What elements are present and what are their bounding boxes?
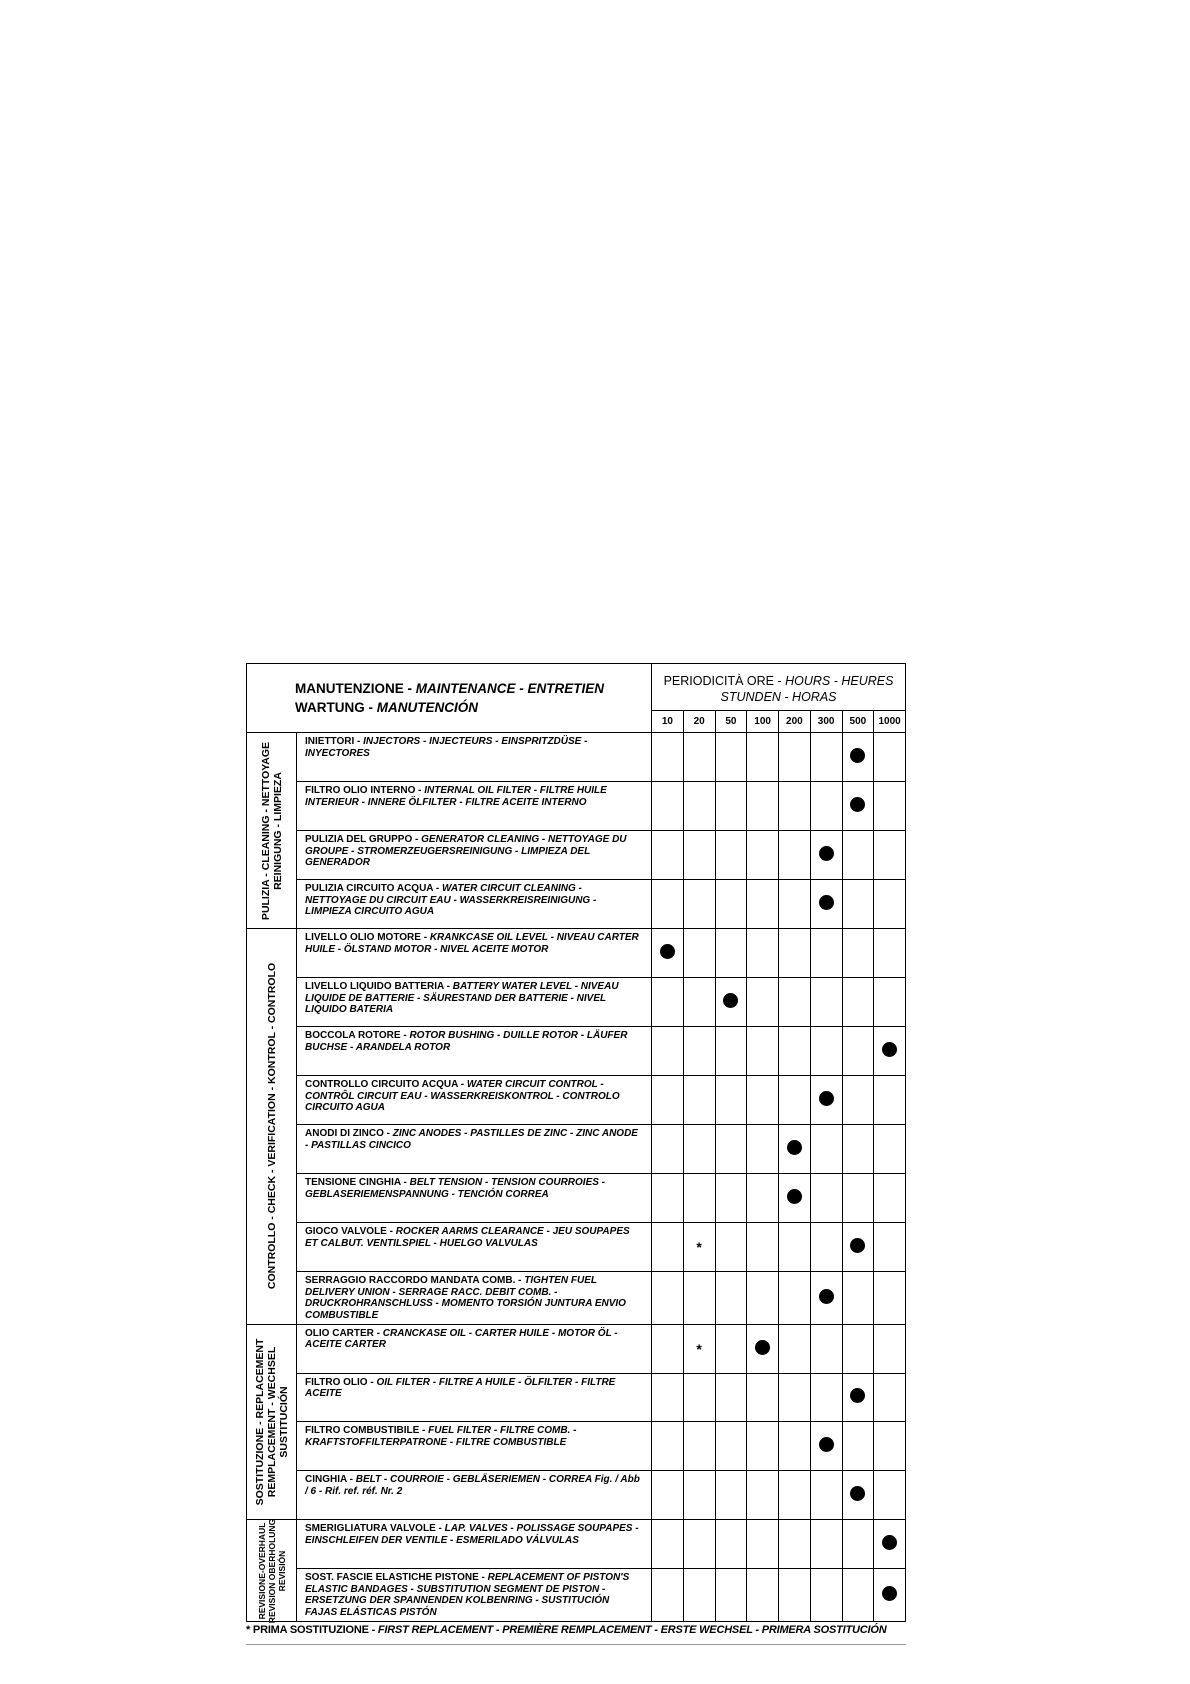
- interval-dot-marker: [723, 993, 738, 1008]
- interval-cell-200: [779, 978, 811, 1027]
- interval-cell-200: [779, 1027, 811, 1076]
- interval-cell-500: [842, 978, 874, 1027]
- interval-cell-500: [842, 831, 874, 880]
- hours-header-20: 20: [683, 711, 715, 733]
- section-label-text: [254, 1339, 290, 1506]
- interval-cell-20: [683, 1076, 715, 1125]
- interval-cell-300: [810, 1076, 842, 1125]
- interval-cell-100: [747, 880, 779, 929]
- item-translations: KRANKCASE OIL LEVEL - NIVEAU CARTER HUILE - ÖLSTAND MOTOR - NIVEL ACEITE MOTOR: [305, 932, 639, 955]
- interval-cell-500: [842, 1272, 874, 1324]
- item-translations: BATTERY WATER LEVEL - NIVEAU LIQUIDE DE BATTERIE - SÄURESTAND DER BATTERIE - NIVEL LIQUIDO BATERIA: [305, 981, 619, 1016]
- interval-cell-50: [715, 1076, 747, 1125]
- hours-header-1000: 1000: [874, 711, 906, 733]
- interval-cell-200: [779, 1174, 811, 1223]
- interval-cell-300: [810, 1027, 842, 1076]
- interval-cell-10: [652, 1076, 684, 1125]
- item-description: [297, 733, 652, 782]
- item-translations: ROTOR BUSHING - DUILLE ROTOR - LÄUFER BUCHSE - ARANDELA ROTOR: [305, 1030, 628, 1053]
- hours-header-100: 100: [747, 711, 779, 733]
- interval-cell-100: [747, 978, 779, 1027]
- interval-cell-100: [747, 831, 779, 880]
- interval-cell-50: [715, 1373, 747, 1422]
- interval-cell-300: [810, 733, 842, 782]
- interval-dot-marker: [819, 1437, 834, 1452]
- interval-cell-20: [683, 1174, 715, 1223]
- item-name: INIETTORI -: [305, 736, 364, 748]
- interval-dot-marker: [755, 1340, 770, 1355]
- item-description: [297, 1422, 652, 1471]
- interval-cell-1000: [874, 1373, 906, 1422]
- item-name: LIVELLO LIQUIDO BATTERIA -: [305, 981, 453, 993]
- interval-cell-50: [715, 1272, 747, 1324]
- interval-cell-20: [683, 1373, 715, 1422]
- interval-cell-50: [715, 1174, 747, 1223]
- interval-cell-20: [683, 1223, 715, 1272]
- item-description: [297, 1174, 652, 1223]
- item-name: BOCCOLA ROTORE -: [305, 1030, 410, 1042]
- item-translations: ZINC ANODES - PASTILLES DE ZINC - ZINC ANODE - PASTILLAS CINCICO: [305, 1128, 638, 1151]
- maintenance-table-sheet: [246, 663, 905, 1622]
- interval-cell-10: [652, 1223, 684, 1272]
- item-translations: TIGHTEN FUEL DELIVERY UNION - SERRAGE RACC. DEBIT COMB. - DRUCKROHRANSCHLUSS - MOMENTO TORSIÓN JUNTURA ENVIO COMBUSTIBLE: [305, 1275, 626, 1321]
- interval-cell-10: [652, 782, 684, 831]
- table-row: [247, 1223, 906, 1272]
- interval-cell-10: [652, 1422, 684, 1471]
- interval-cell-300: [810, 1223, 842, 1272]
- interval-cell-200: [779, 880, 811, 929]
- interval-cell-200: [779, 1520, 811, 1569]
- interval-cell-500: [842, 1027, 874, 1076]
- interval-dot-marker: [882, 1535, 897, 1550]
- item-translations: REPLACEMENT OF PISTON'S ELASTIC BANDAGES - SUBSTITUTION SEGMENT DE PISTON - ERSETZUNG DER SPANNENDEN KOLBENRING - SUSTITUCIÓN FAJAS ELÁSTICAS PISTÓN: [305, 1572, 630, 1618]
- interval-dot-marker: [882, 1042, 897, 1057]
- interval-cell-100: [747, 1471, 779, 1520]
- interval-cell-300: [810, 831, 842, 880]
- interval-dot-marker: [660, 944, 675, 959]
- interval-cell-50: [715, 929, 747, 978]
- section-label-text: [257, 1519, 287, 1623]
- interval-cell-20: [683, 1471, 715, 1520]
- interval-cell-20: [683, 1422, 715, 1471]
- interval-cell-500: [842, 1422, 874, 1471]
- interval-cell-200: [779, 1471, 811, 1520]
- interval-cell-500: [842, 929, 874, 978]
- item-name: FILTRO OLIO -: [305, 1376, 377, 1388]
- interval-cell-1000: [874, 831, 906, 880]
- interval-dot-marker: [850, 748, 865, 763]
- interval-cell-100: [747, 1223, 779, 1272]
- interval-cell-20: [683, 880, 715, 929]
- interval-cell-20: [683, 1272, 715, 1324]
- interval-cell-1000: [874, 1272, 906, 1324]
- interval-cell-300: [810, 782, 842, 831]
- interval-dot-marker: [819, 1091, 834, 1106]
- interval-cell-300: [810, 880, 842, 929]
- interval-cell-50: [715, 782, 747, 831]
- interval-dot-marker: [850, 1388, 865, 1403]
- period-line1-plain: PERIODICITÀ ORE -: [663, 674, 786, 689]
- first-replacement-asterisk: *: [696, 1239, 702, 1256]
- section-label-line: SOSTITUZIONE - REPLACEMENT: [253, 1338, 266, 1506]
- interval-cell-10: [652, 1471, 684, 1520]
- interval-cell-200: [779, 831, 811, 880]
- section-label-line: REMPLACEMENT - WECHSEL: [265, 1346, 278, 1498]
- item-translations: GENERATOR CLEANING - NETTOYAGE DU GROUPE - STROMERZEUGERSREINIGUNG - LIMPIEZA DEL GENERADOR: [305, 834, 627, 869]
- section-label: [247, 1520, 297, 1622]
- interval-cell-200: [779, 782, 811, 831]
- item-description: [297, 1223, 652, 1272]
- interval-cell-10: [652, 880, 684, 929]
- interval-cell-1000: [874, 978, 906, 1027]
- interval-cell-20: [683, 1520, 715, 1569]
- interval-cell-200: [779, 1076, 811, 1125]
- interval-cell-100: [747, 1373, 779, 1422]
- interval-cell-1000: [874, 1076, 906, 1125]
- table-row: [247, 1569, 906, 1622]
- interval-cell-20: [683, 1027, 715, 1076]
- interval-cell-100: [747, 1174, 779, 1223]
- item-name: GIOCO VALVOLE -: [305, 1226, 396, 1238]
- table-row: [247, 929, 906, 978]
- section-label-line: SUSTITUCIÓN: [277, 1386, 290, 1458]
- item-name: SOST. FASCIE ELASTICHE PISTONE -: [305, 1572, 488, 1584]
- hours-header-10: 10: [652, 711, 684, 733]
- item-description: [297, 782, 652, 831]
- footnote-italic: FIRST REPLACEMENT - PREMIÈRE REMPLACEMENT - ERSTE WECHSEL - PRIMERA SOSTITUCIÓN: [377, 1624, 887, 1636]
- item-description: [297, 1520, 652, 1569]
- bottom-rule: [246, 1644, 906, 1645]
- interval-cell-100: [747, 1272, 779, 1324]
- item-description: [297, 1471, 652, 1520]
- hours-header-500: 500: [842, 711, 874, 733]
- section-label: [247, 929, 297, 1324]
- hours-header-200: 200: [779, 711, 811, 733]
- interval-cell-1000: [874, 880, 906, 929]
- item-name: SMERIGLIATURA VALVOLE -: [305, 1523, 445, 1535]
- section-label-line: REVISION OBERHOLUNG: [266, 1518, 277, 1623]
- item-translations: OIL FILTER - FILTRE A HUILE - ÖLFILTER - FILTRE ACEITE: [305, 1376, 616, 1399]
- table-row: [247, 1422, 906, 1471]
- interval-cell-1000: [874, 1520, 906, 1569]
- interval-cell-10: [652, 1373, 684, 1422]
- item-translations: INTERNAL OIL FILTER - FILTRE HUILE INTERIEUR - INNERE ÖLFILTER - FILTRE ACEITE INTERNO: [305, 785, 607, 808]
- item-translations: ROCKER AARMS CLEARANCE - JEU SOUPAPES ET CALBUT. VENTILSPIEL - HUELGO VALVULAS: [305, 1226, 630, 1249]
- interval-cell-500: [842, 880, 874, 929]
- table-row: [247, 1174, 906, 1223]
- interval-cell-300: [810, 1125, 842, 1174]
- item-description: [297, 1569, 652, 1622]
- interval-dot-marker: [819, 846, 834, 861]
- item-translations: BELT TENSION - TENSION COURROIES - GEBLASERIEMENSPANNUNG - TENCIÓN CORREA: [305, 1177, 606, 1200]
- hours-header-50: 50: [715, 711, 747, 733]
- interval-cell-500: [842, 1174, 874, 1223]
- interval-cell-200: [779, 1324, 811, 1373]
- interval-cell-1000: [874, 733, 906, 782]
- interval-dot-marker: [882, 1586, 897, 1601]
- interval-cell-100: [747, 733, 779, 782]
- interval-cell-200: [779, 1223, 811, 1272]
- item-translations: CRANCKASE OIL - CARTER HUILE - MOTOR ÖL - ACEITE CARTER: [305, 1327, 618, 1351]
- table-row: [247, 1373, 906, 1422]
- footnote-plain: * PRIMA SOSTITUZIONE -: [246, 1624, 378, 1636]
- interval-cell-20: [683, 1125, 715, 1174]
- item-description: [297, 929, 652, 978]
- interval-cell-200: [779, 1569, 811, 1622]
- interval-cell-1000: [874, 1125, 906, 1174]
- table-row: [247, 1471, 906, 1520]
- interval-dot-marker: [787, 1140, 802, 1155]
- table-row: [247, 831, 906, 880]
- interval-cell-20: [683, 978, 715, 1027]
- item-description: [297, 1373, 652, 1422]
- item-name: LIVELLO OLIO MOTORE -: [305, 932, 430, 944]
- interval-cell-50: [715, 1027, 747, 1076]
- item-name: PULIZIA DEL GRUPPO -: [305, 834, 422, 846]
- interval-cell-1000: [874, 1223, 906, 1272]
- interval-cell-20: [683, 782, 715, 831]
- interval-cell-300: [810, 1174, 842, 1223]
- interval-cell-500: [842, 1373, 874, 1422]
- interval-dot-marker: [819, 895, 834, 910]
- interval-cell-100: [747, 1569, 779, 1622]
- interval-cell-500: [842, 1569, 874, 1622]
- interval-cell-300: [810, 1569, 842, 1622]
- interval-cell-20: [683, 1324, 715, 1373]
- interval-cell-20: [683, 1569, 715, 1622]
- section-label: [247, 1324, 297, 1520]
- footnote: [246, 1624, 906, 1636]
- interval-cell-500: [842, 1223, 874, 1272]
- interval-cell-50: [715, 1569, 747, 1622]
- table-row: [247, 1027, 906, 1076]
- table-row: [247, 1520, 906, 1569]
- interval-cell-300: [810, 1373, 842, 1422]
- interval-cell-10: [652, 1174, 684, 1223]
- interval-cell-1000: [874, 1471, 906, 1520]
- item-description: [297, 978, 652, 1027]
- section-label-line: REINIGUNG - LIMPIEZA: [271, 771, 284, 890]
- item-translations: FUEL FILTER - FILTRE COMB. - KRAFTSTOFFILTERPATRONE - FILTRE COMBUSTIBLE: [305, 1425, 577, 1448]
- table-row: [247, 1272, 906, 1324]
- interval-dot-marker: [850, 797, 865, 812]
- table-row: [247, 733, 906, 782]
- interval-cell-100: [747, 1076, 779, 1125]
- interval-dot-marker: [819, 1289, 834, 1304]
- interval-cell-100: [747, 1520, 779, 1569]
- item-name: FILTRO COMBUSTIBILE -: [305, 1425, 429, 1437]
- interval-cell-1000: [874, 1569, 906, 1622]
- section-label-text: [260, 742, 284, 920]
- interval-cell-50: [715, 880, 747, 929]
- table-row: [247, 782, 906, 831]
- interval-cell-50: [715, 978, 747, 1027]
- interval-cell-1000: [874, 782, 906, 831]
- interval-cell-50: [715, 1471, 747, 1520]
- interval-cell-50: [715, 1125, 747, 1174]
- interval-cell-10: [652, 1324, 684, 1373]
- section-label-text: [266, 963, 278, 1289]
- interval-dot-marker: [787, 1189, 802, 1204]
- item-translations: WATER CIRCUIT CLEANING - NETTOYAGE DU CIRCUIT EAU - WASSERKREISREINIGUNG - LIMPIEZA CIRCUITO AGUA: [305, 883, 597, 918]
- interval-cell-500: [842, 782, 874, 831]
- interval-cell-100: [747, 1125, 779, 1174]
- interval-cell-50: [715, 831, 747, 880]
- section-label-line: REVISIONE-OVERHAUL: [256, 1522, 267, 1620]
- item-translations: WATER CIRCUIT CONTROL - CONTRÔL CIRCUIT EAU - WASSERKREISKONTROL - CONTROLO CIRCUITO AGUA: [305, 1079, 620, 1114]
- interval-cell-300: [810, 929, 842, 978]
- interval-cell-1000: [874, 1422, 906, 1471]
- table-row: [247, 1076, 906, 1125]
- item-name: ANODI DI ZINCO -: [305, 1128, 393, 1140]
- interval-cell-500: [842, 1324, 874, 1373]
- interval-cell-1000: [874, 1324, 906, 1373]
- item-description: [297, 1272, 652, 1324]
- table-title: [247, 664, 652, 733]
- title-line2-italic: MANUTENCIÓN: [376, 700, 478, 716]
- interval-cell-500: [842, 1520, 874, 1569]
- interval-cell-10: [652, 733, 684, 782]
- interval-cell-500: [842, 1076, 874, 1125]
- interval-cell-10: [652, 1125, 684, 1174]
- interval-cell-50: [715, 1520, 747, 1569]
- item-translations: LAP. VALVES - POLISSAGE SOUPAPES - EINSCHLEIFEN DER VENTILE - ESMERILADO VÁLVULAS: [305, 1523, 639, 1546]
- item-description: [297, 1125, 652, 1174]
- interval-cell-200: [779, 733, 811, 782]
- interval-cell-300: [810, 1471, 842, 1520]
- table-row: [247, 1125, 906, 1174]
- interval-cell-10: [652, 1027, 684, 1076]
- hours-header-300: 300: [810, 711, 842, 733]
- interval-cell-500: [842, 1125, 874, 1174]
- interval-cell-50: [715, 1422, 747, 1471]
- item-name: SERRAGGIO RACCORDO MANDATA COMB. -: [305, 1275, 525, 1287]
- interval-cell-50: [715, 1324, 747, 1373]
- section-label: [247, 733, 297, 929]
- period-line2: STUNDEN - HORAS: [720, 690, 837, 705]
- item-description: [297, 1027, 652, 1076]
- interval-cell-300: [810, 1520, 842, 1569]
- item-description: [297, 880, 652, 929]
- interval-cell-10: [652, 831, 684, 880]
- section-label-line: CONTROLLO - CHECK - VERIFICATION - KONTROL - CONTROLO: [265, 963, 278, 1290]
- interval-cell-1000: [874, 1174, 906, 1223]
- table-row: [247, 978, 906, 1027]
- item-description: [297, 831, 652, 880]
- interval-cell-10: [652, 978, 684, 1027]
- interval-dot-marker: [850, 1238, 865, 1253]
- item-translations: INJECTORS - INJECTEURS - EINSPRITZDÜSE - INYECTORES: [305, 736, 588, 759]
- interval-cell-200: [779, 1373, 811, 1422]
- interval-cell-200: [779, 929, 811, 978]
- interval-cell-10: [652, 1520, 684, 1569]
- interval-cell-200: [779, 1125, 811, 1174]
- title-line2-plain: WARTUNG -: [295, 700, 377, 716]
- item-name: OLIO CARTER -: [305, 1327, 383, 1339]
- item-translations: BELT - COURROIE - GEBLÄSERIEMEN - CORREA Fig. / Abb / 6 - Rif. ref. réf. Nr. 2: [305, 1474, 640, 1497]
- section-label-line: PULIZIA - CLEANING - NETTOYAGE: [259, 741, 272, 920]
- title-line1-plain: MANUTENZIONE -: [295, 681, 416, 697]
- item-description: [297, 1324, 652, 1373]
- interval-cell-500: [842, 733, 874, 782]
- interval-cell-500: [842, 1471, 874, 1520]
- interval-cell-10: [652, 929, 684, 978]
- table-row: [247, 1324, 906, 1373]
- interval-cell-300: [810, 1422, 842, 1471]
- title-line1-italic: MAINTENANCE - ENTRETIEN: [415, 681, 604, 697]
- item-description: [297, 1076, 652, 1125]
- interval-cell-20: [683, 831, 715, 880]
- interval-cell-300: [810, 1272, 842, 1324]
- item-name: PULIZIA CIRCUITO ACQUA -: [305, 883, 443, 895]
- interval-cell-1000: [874, 1027, 906, 1076]
- period-line1-italic: HOURS - HEURES: [785, 674, 894, 689]
- interval-cell-200: [779, 1422, 811, 1471]
- interval-cell-100: [747, 782, 779, 831]
- interval-dot-marker: [850, 1486, 865, 1501]
- interval-cell-100: [747, 1324, 779, 1373]
- interval-cell-200: [779, 1272, 811, 1324]
- section-label-line: REVISIÓN: [276, 1550, 287, 1592]
- interval-cell-20: [683, 929, 715, 978]
- interval-cell-50: [715, 1223, 747, 1272]
- interval-cell-20: [683, 733, 715, 782]
- interval-cell-300: [810, 1324, 842, 1373]
- item-name: CONTROLLO CIRCUITO ACQUA -: [305, 1079, 467, 1091]
- first-replacement-asterisk: *: [696, 1340, 702, 1357]
- interval-cell-10: [652, 1569, 684, 1622]
- interval-cell-100: [747, 929, 779, 978]
- interval-cell-100: [747, 1027, 779, 1076]
- interval-cell-10: [652, 1272, 684, 1324]
- maintenance-schedule-table: [246, 663, 906, 1622]
- periodicity-header: [652, 664, 906, 711]
- interval-cell-50: [715, 733, 747, 782]
- item-name: TENSIONE CINGHIA -: [305, 1177, 410, 1189]
- interval-cell-1000: [874, 929, 906, 978]
- interval-cell-100: [747, 1422, 779, 1471]
- item-name: CINGHIA -: [305, 1474, 356, 1486]
- interval-cell-300: [810, 978, 842, 1027]
- item-name: FILTRO OLIO INTERNO -: [305, 785, 425, 797]
- table-row: [247, 880, 906, 929]
